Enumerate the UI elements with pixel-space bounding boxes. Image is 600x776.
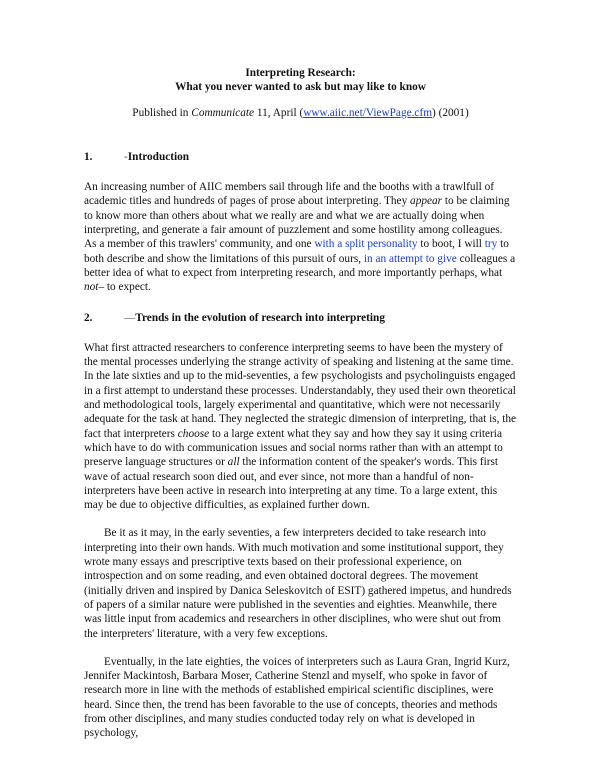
section-2-title: Trends in the evolution of research into interpreting [135,311,385,324]
section-2-heading: 2. —Trends in the evolution of research into interpreting [84,311,385,324]
section-1-paragraph: An increasing number of AIIC members sail through life and the booths with a trawlfull of academic titles and hundreds of pages of prose about interpreting. They appear to be claiming to know more than others about what we really are and what we are actually doing when interpreting, and generate a fair amount of puzzlement and some hostility among colleagues. As a member of this trawlers' community, and one with a split personality to boot, I will try to both describe and show the limitations of this pursuit of ours, in an attempt to give colleagues a better idea of what to expect from interpreting research, and more importantly perhaps, what not– to expect. [84,181,516,294]
highlighted-word: try [484,238,498,251]
publication-year: ) (2001) [432,106,469,119]
highlighted-phrase: in an attempt to give [363,252,457,265]
source-url-link[interactable]: www.aiic.net/ViewPage.cfm [303,106,432,119]
publication-prefix: Published in [132,106,192,119]
section-1-number: 1. [84,150,93,163]
document-title-line-2: What you never wanted to ask but may like to know [175,81,426,94]
section-1-title: Introduction [127,150,190,163]
journal-name: Communicate [191,106,255,119]
section-2-paragraph-3: Eventually, in the late eighties, the voices of interpreters such as Laura Gran, Ingrid Kurz, Jennifer Mackintosh, Barbara Moser, Catherine Stenzl and myself, who spoke in favor of research more in line with the methods of established empirical scientific disciplines, were heard. Since then, the trend has been favorable to the use of concepts, theories and methods from other disciplines, and many studies conducted today rely on what is developed in psychology, [84,655,510,740]
document-page [84,66,517,755]
section-2-number: 2. [84,311,93,324]
publication-line [84,106,517,120]
highlighted-phrase: with a split personality [314,238,418,251]
section-2-paragraph-1: What first attracted researchers to conference interpreting seems to have been the mystery of the mental processes underlying the strange activity of speaking and listening at the same time. In the late sixties and up to the mid-seventies, a few psychologists and psycholinguists engaged in a first attempt to understand these processes. Understandably, they used their own theoretical and methodological tools, largely experimental and quantitative, which were not necessarily adequate for the task at hand. They neglected the strategic dimension of interpreting, that is, the fact that interpreters choose to a large extent what they say and how they say it using criteria which have to do with communication issues and social norms rather than with an attempt to preserve language structures or all the information content of the speaker's words. This first wave of actual research soon died out, and ever since, not more than a handful of non-interpreters have been active in research into interpreting at any time. To a large extent, this may be due to objective difficulties, as explained further down. [84,341,517,512]
publication-issue: 11, April ( [254,106,304,119]
section-2-paragraph-2: Be it as it may, in the early seventies, a few interpreters decided to take research into interpreting into their own hands. With much motivation and some institutional support, they wrote many essays and prescriptive texts based on their professional experience, on introspection and on some reading, and even obtained doctoral degrees. The movement (initially driven and inspired by Danica Seleskovitch of ESIT) gathered impetus, and hundreds of papers of a similar nature were published in the seventies and eighties. Meanwhile, there was little input from academics and researchers in other disciplines, who were shut out from the interpreters' literature, with a very few exceptions. [84,527,512,640]
document-title-line-1: Interpreting Research: [245,67,356,79]
section-1-heading: 1. -Introduction [84,150,190,163]
